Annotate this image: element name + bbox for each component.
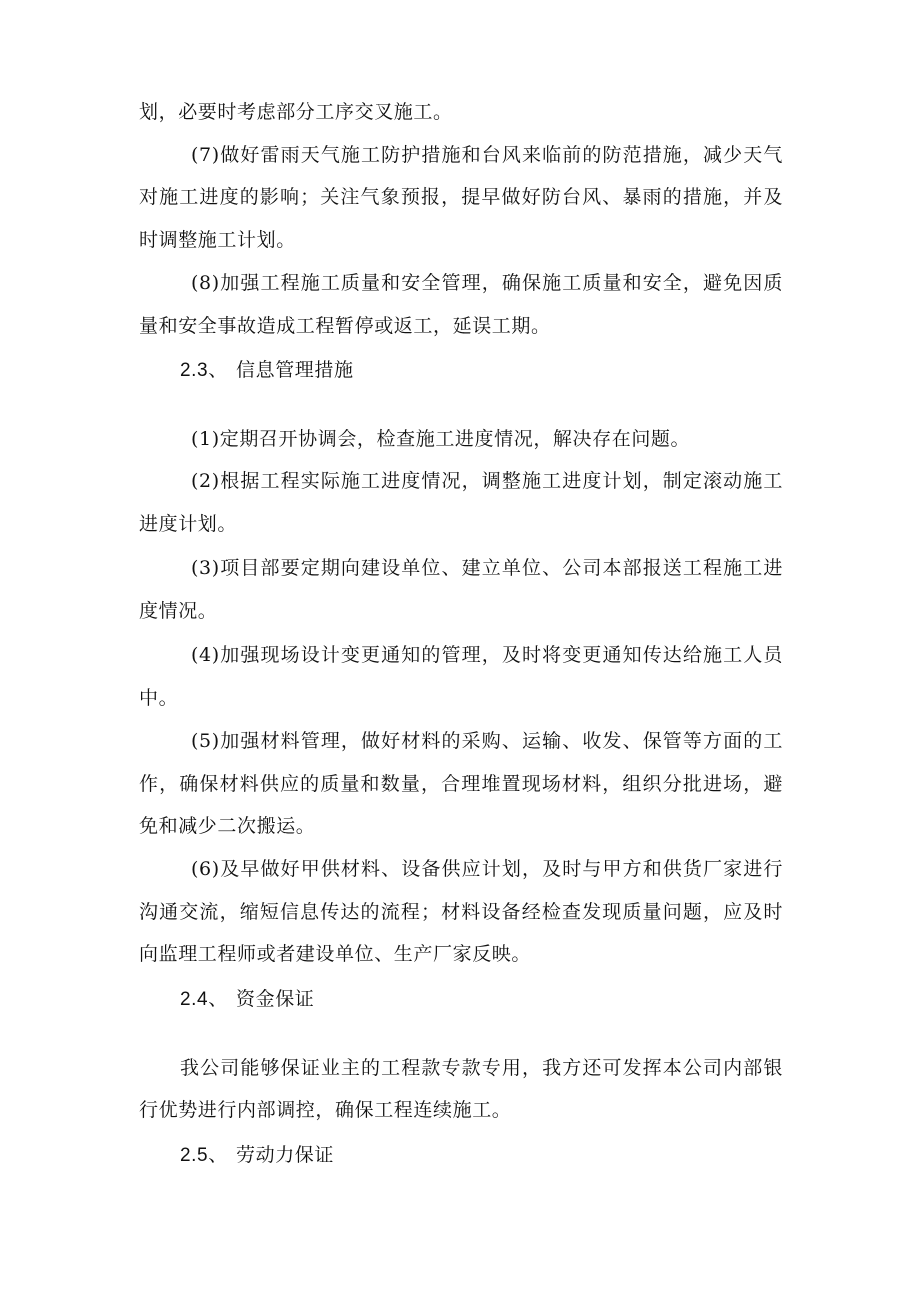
- paragraph-line: 向监理工程师或者建设单位、生产厂家反映。: [139, 943, 532, 965]
- paragraph-line: 作，确保材料供应的质量和数量，合理堆置现场材料，组织分批进场，避: [139, 773, 783, 795]
- section-title: 资金保证: [236, 989, 315, 1010]
- section-heading: [180, 988, 840, 1012]
- paragraph-line: 对施工进度的影响；关注气象预报，提早做好防台风、暴雨的措施，并及: [139, 186, 783, 208]
- section-title: 信息管理措施: [236, 360, 354, 381]
- paragraph-line: (3)项目部要定期向建设单位、建立单位、公司本部报送工程施工进: [191, 557, 783, 579]
- paragraph-line: 免和减少二次搬运。: [139, 815, 316, 837]
- paragraph-line: (1)定期召开协调会，检查施工进度情况，解决存在问题。: [191, 428, 691, 450]
- paragraph-line: (4)加强现场设计变更通知的管理，及时将变更通知传达给施工人员: [191, 644, 783, 666]
- paragraph-line: 沟通交流，缩短信息传达的流程；材料设备经检查发现质量问题，应及时: [139, 901, 783, 923]
- paragraph-line: 度情况。: [139, 600, 218, 622]
- section-heading: [180, 359, 840, 383]
- section-number: 2.5、: [180, 1145, 228, 1166]
- paragraph-line: (6)及早做好甲供材料、设备供应计划，及时与甲方和供货厂家进行: [191, 858, 783, 880]
- paragraph-line: (7)做好雷雨天气施工防护措施和台风来临前的防范措施，减少天气: [191, 144, 783, 166]
- paragraph-line: (8)加强工程施工质量和安全管理，确保施工质量和安全，避免因质: [191, 272, 783, 294]
- paragraph-line: 量和安全事故造成工程暂停或返工，延误工期。: [139, 315, 551, 337]
- section-title: 劳动力保证: [236, 1145, 335, 1166]
- paragraph-line: 我公司能够保证业主的工程款专款专用，我方还可发挥本公司内部银: [180, 1057, 783, 1079]
- section-heading: [180, 1144, 840, 1168]
- paragraph-line: 行优势进行内部调控，确保工程连续施工。: [139, 1099, 512, 1121]
- paragraph-line: 时调整施工计划。: [139, 229, 296, 251]
- section-number: 2.4、: [180, 989, 228, 1010]
- paragraph-line: 进度计划。: [139, 513, 238, 535]
- paragraph-line: 中。: [139, 687, 179, 709]
- paragraph-line: 划，必要时考虑部分工序交叉施工。: [139, 101, 453, 123]
- section-number: 2.3、: [180, 360, 228, 381]
- paragraph-line: (2)根据工程实际施工进度情况，调整施工进度计划，制定滚动施工: [191, 470, 783, 492]
- paragraph-line: (5)加强材料管理，做好材料的采购、运输、收发、保管等方面的工: [191, 730, 783, 752]
